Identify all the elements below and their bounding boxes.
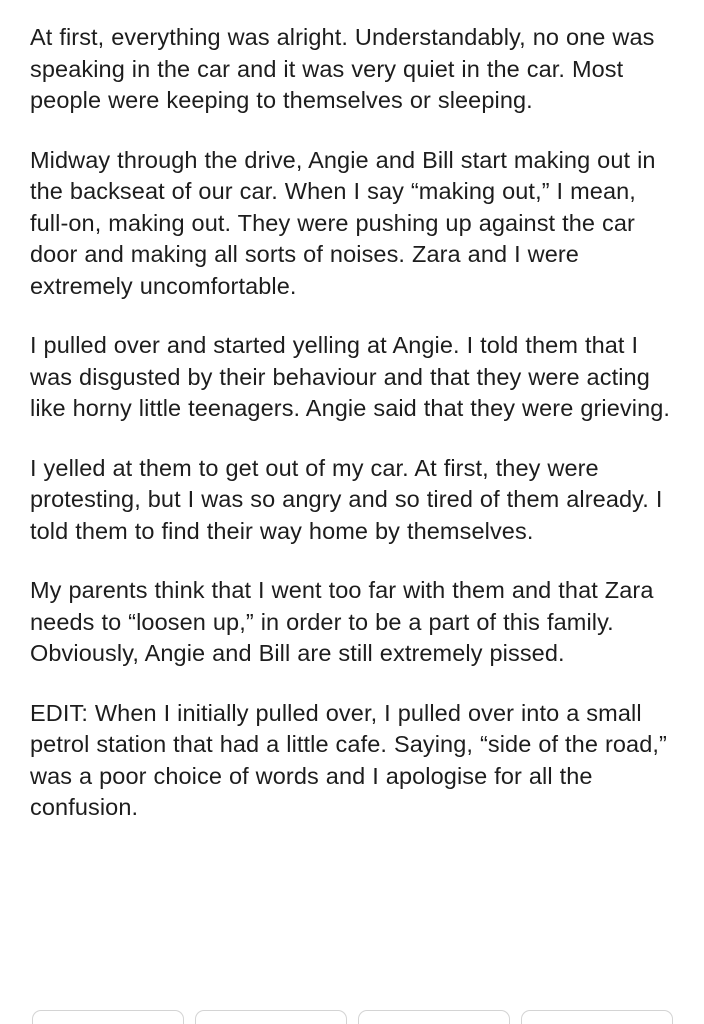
paragraph-4: I yelled at them to get out of my car. At first, they were protesting, but I was so angry and so tired of them already. I told them to find their way home by themselves.: [30, 454, 663, 544]
tab-shape-3[interactable]: [358, 1010, 510, 1024]
bottom-tab-strip: [0, 1002, 704, 1024]
tab-shape-2[interactable]: [195, 1010, 347, 1024]
tab-shape-4[interactable]: [521, 1010, 673, 1024]
tab-shape-1[interactable]: [32, 1010, 184, 1024]
paragraph-3: I pulled over and started yelling at Angie. I told them that I was disgusted by their behaviour and that they were acting like horny little teenagers. Angie said that they were grieving.: [30, 332, 671, 421]
paragraph-2: Midway through the drive, Angie and Bill start making out in the backseat of our car. When I say “making out,” I mean, full-on, making out. They were pushing up against the car door and making all sorts of noises. Zara and I were extremely uncomfortable.: [30, 146, 656, 299]
paragraph-5: My parents think that I went too far with them and that Zara needs to “loosen up,” in order to be a part of this family. Obviously, Angie and Bill are still extremely pissed.: [30, 577, 654, 666]
paragraph-6-edit: EDIT: When I initially pulled over, I pulled over into a small petrol station that had a little cafe. Saying, “side of the road,” was a poor choice of words and I apologise for all the confusion.: [30, 699, 667, 820]
paragraph-1: At first, everything was alright. Understandably, no one was speaking in the car and it was very quiet in the car. Most people were keeping to themselves or sleeping.: [30, 24, 655, 113]
